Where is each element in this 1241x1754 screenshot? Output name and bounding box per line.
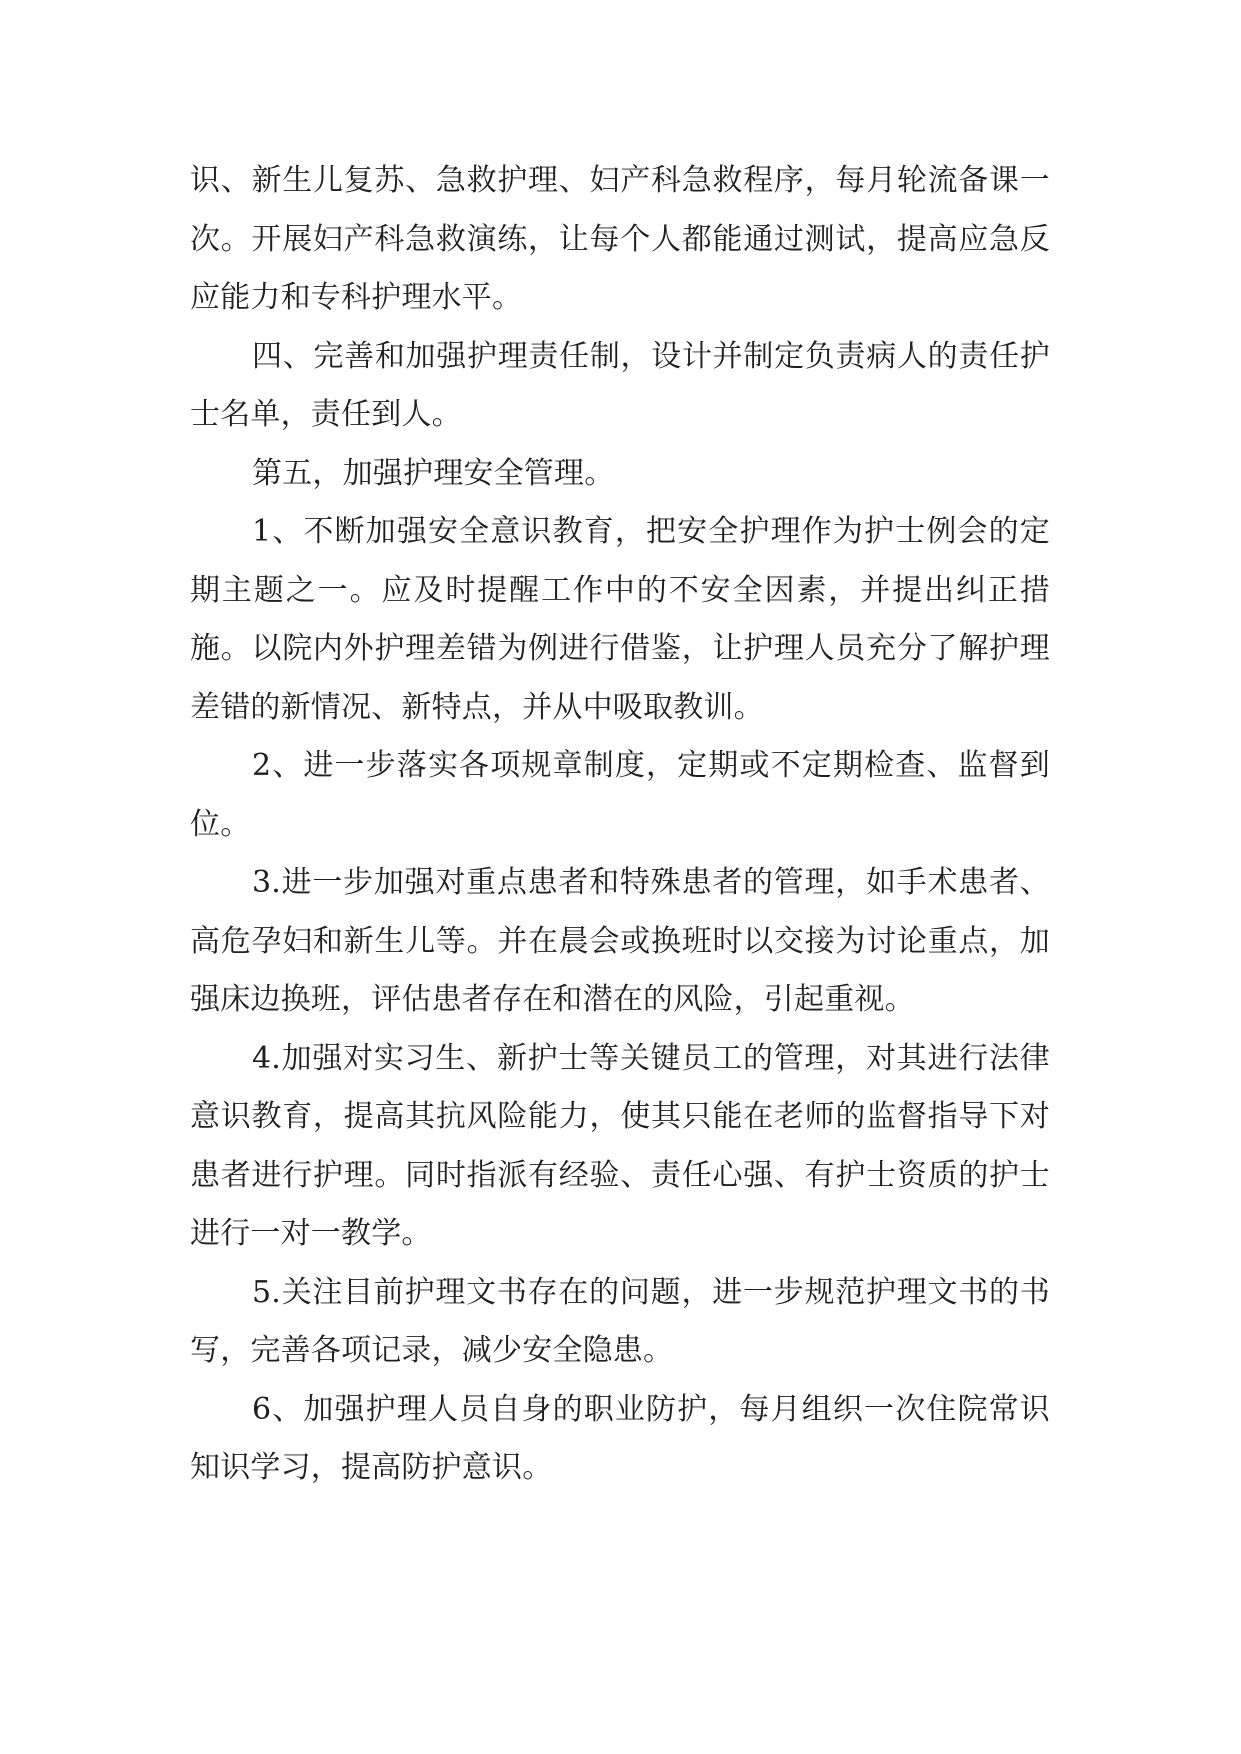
paragraph-continued: 识、新生儿复苏、急救护理、妇产科急救程序，每月轮流备课一次。开展妇产科急救演练，让每个人都能通过测试，提高应急反应能力和专科护理水平。 (190, 163, 1050, 315)
paragraph-item-3: 3.进一步加强对重点患者和特殊患者的管理，如手术患者、高危孕妇和新生儿等。并在晨会或换班时以交接为讨论重点，加强床边换班，评估患者存在和潜在的风险，引起重视。 (190, 865, 1050, 1017)
paragraph-item-6: 6、加强护理人员自身的职业防护，每月组织一次住院常识知识学习，提高防护意识。 (190, 1391, 1050, 1485)
paragraph-section-4: 四、完善和加强护理责任制，设计并制定负责病人的责任护士名单，责任到人。 (190, 338, 1050, 432)
paragraph-item-5: 5.关注目前护理文书存在的问题，进一步规范护理文书的书写，完善各项记录，减少安全隐患。 (190, 1274, 1050, 1368)
document-body (190, 152, 1050, 1498)
paragraph-item-4: 4.加强对实习生、新护士等关键员工的管理，对其进行法律意识教育，提高其抗风险能力，使其只能在老师的监督指导下对患者进行护理。同时指派有经验、责任心强、有护士资质的护士进行一对一教学。 (190, 1040, 1050, 1251)
paragraph-section-5-heading: 第五，加强护理安全管理。 (252, 455, 615, 491)
paragraph-item-2: 2、进一步落实各项规章制度，定期或不定期检查、监督到位。 (190, 748, 1050, 842)
paragraph-item-1: 1、不断加强安全意识教育，把安全护理作为护士例会的定期主题之一。应及时提醒工作中的不安全因素，并提出纠正措施。以院内外护理差错为例进行借鉴，让护理人员充分了解护理差错的新情况、新特点，并从中吸取教训。 (190, 514, 1050, 725)
